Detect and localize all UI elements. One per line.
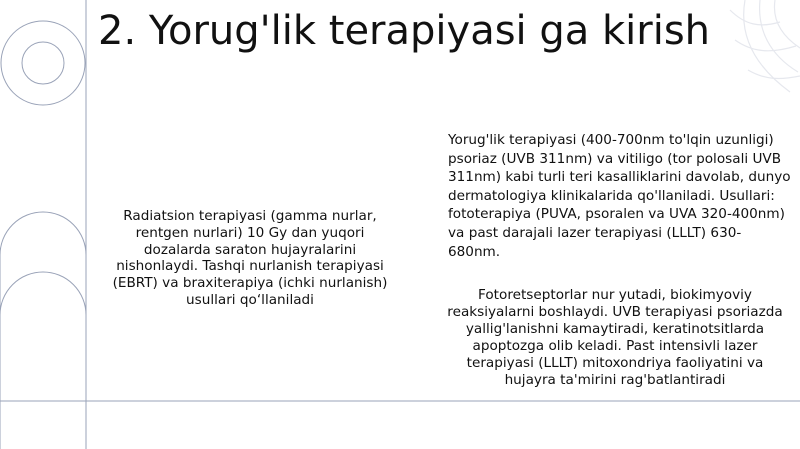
decor-arch-lower [0, 272, 86, 401]
decor-arch-upper [0, 212, 86, 315]
slide-title: 2. Yorug'lik terapiyasi ga kirish [98, 8, 711, 54]
leaf-decoration [730, 0, 800, 92]
decor-circle-large [1, 21, 85, 105]
left-paragraph: Radiatsion terapiyasi (gamma nurlar, rentgen nurlari) 10 Gy dan yuqori dozalarda saraton hujayralarini nishonlaydi. Tashqi nurlanish terapiyasi (EBRT) va braxiterapiya (ichki nurlanish) usullari qo‘llaniladi [112, 208, 388, 308]
decor-circle-small [22, 42, 64, 84]
right-bottom-paragraph: Fotoretseptorlar nur yutadi, biokimyoviy reaksiyalarni boshlaydi. UVB terapiyasi psoriazda yallig'lanishni kamaytiradi, keratinotsitlarda apoptozga olib keladi. Past intensivli lazer terapiyasi (LLLT) mitoxondriya faoliyatini va hujayra ta'mirini rag'batlantiradi [447, 287, 783, 388]
right-top-paragraph: Yorug'lik terapiyasi (400-700nm to'lqin uzunligi) psoriaz (UVB 311nm) va vitiligo (tor polosali UVB 311nm) kabi turli teri kasalliklarini davolab, dunyo dermatologiya klinikalarida qo'llaniladi. Usullari: fototerapiya (PUVA, psoralen va UVA 320-400nm) va past darajali lazer terapiyasi (LLLT) 630-680nm. [448, 132, 791, 260]
